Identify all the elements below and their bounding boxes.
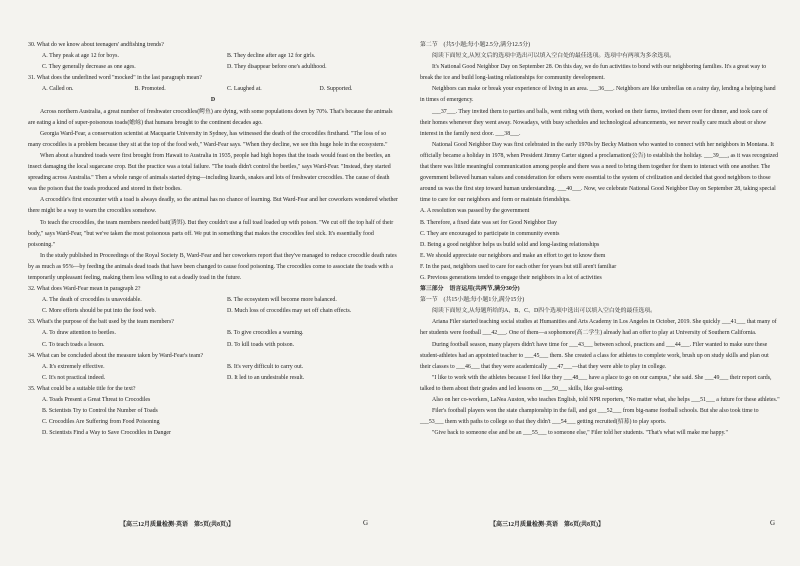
passage-paragraph: It's National Good Neighbor Day on September 28. On this day, we do fun activities to bond with our neighboring families. It's a great way to break the ice and build long-lasting relationships for community development. <box>420 64 767 82</box>
passage-paragraph: Filer's football players won the state championship in the fall, and got ___52___ from big-name football schools. But she also took time to ___53___ them with paths to college so that they didn't ___54___ getting recruited(招募) to play sports. <box>420 408 759 426</box>
question-31-options <box>28 84 398 95</box>
question-33-options <box>28 340 398 351</box>
question-34-options <box>28 373 398 384</box>
option: A. They peak at age 12 for boys. <box>42 53 119 60</box>
instruction: 阅读下面短文,从短文后的选项中选出可以填入空白处的最佳选项。选项中有两项为多余选项。 <box>432 53 675 60</box>
option: C. They are encouraged to participate in community events <box>420 230 560 237</box>
version-mark: G <box>770 519 776 527</box>
passage-paragraph: When about a hundred toads were first brought from Hawaii to Australia in 1935, people had high hopes that the toads would feast on the beetles, an insect damaging the local sugarcane crop. But the practice was a total failure. "The toads didn't control the beetles," says Ward-Fear. "Instead, they started spreading across Australia." Then a whole range of animals started dying—including lizards, snakes and lots of freshwater crocodiles. The cause of death was the poison that the toads produced and stored in their bodies. <box>28 152 391 193</box>
option: D. Scientists Find a Way to Save Crocodiles in Danger <box>42 430 171 437</box>
option: D. Supported. <box>319 86 353 93</box>
option: B. The ecosystem will become more balanced. <box>227 297 337 304</box>
passage-paragraph: "Give back to someone else and be an ___55___ to someone else," Filer told her students. "That's what will make me happy." <box>432 430 728 437</box>
option: E. We should appreciate our neighbors and make an effort to get to know them <box>420 252 606 259</box>
option: B. Scientists Try to Control the Number of Toads <box>42 408 158 415</box>
passage-paragraph: During football season, many players didn't have time for ___43___ between school, practices and ___44___. Filer wanted to make sure these student-athletes had an appointed teacher to ___45___ them. She created a class for athletes to complete work, brush up on study skills and plan out their classes to ___46___ that they were academically ___47___—that they were able to play in college. <box>420 341 769 370</box>
section-title: 第一节 (共15小题;每小题1分,满分15分) <box>420 297 525 304</box>
instruction: 阅读下面短文,从每题所给的A、B、C、D四个选项中选出可以填入空白处的最佳选项。 <box>432 308 657 315</box>
option: C. To teach toads a lesson. <box>42 341 105 348</box>
question-30: 30. What do we know about teenagers' andfishing trends? <box>28 42 164 48</box>
question-30-options <box>28 62 398 73</box>
passage-paragraph: Also on her co-workers, LaNea Auston, who teaches English, told NPR reporters, "No matter what, she helps ___51___ a future for these athletes." <box>432 397 780 403</box>
option: A. Toads Present a Great Threat to Crocodiles <box>42 397 151 403</box>
passage-paragraph: Neighbors can make or break your experience of living in an area. ___36___. Neighbors are like umbrellas on a rainy day, lending a helping hand in times of emergency. <box>420 86 776 104</box>
option: G. Previous generations tended to engage their neighbors in a lot of activities <box>420 274 602 281</box>
question-34: 34. What can be concluded about the measure taken by Ward-Fear's team? <box>28 352 204 359</box>
option: B. Promoted. <box>134 86 166 93</box>
option: D. It led to an undesirable result. <box>227 374 305 381</box>
option: B. They decline after age 12 for girls. <box>227 53 316 60</box>
passage-paragraph: Ariana Filer started teaching social studies at Humanities and Arts Academy in Los Angeles in October, 2019. She quickly ___41___ that many of her students were football ___42___. One of them—a sophomore(高二学生) already had an offer to play at University of Southern California. <box>420 319 777 337</box>
section-title: 第二节 (共5小题;每小题2.5分,满分12.5分) <box>420 42 531 48</box>
option: A. To draw attention to beetles. <box>42 330 116 337</box>
option: B. To give crocodiles a warning. <box>227 330 304 337</box>
part-heading: 第三部分 语言运用(共两节,满分30分) <box>420 286 520 293</box>
question-34-options <box>28 362 398 373</box>
option: D. Being a good neighbor helps us build solid and long-lasting relationships <box>420 241 600 248</box>
passage-paragraph: To teach the crocodiles, the team members needed bait(诱饵). But they couldn't use a full toad loaded up with poison. "We cut off the top half of their body," says Ward-Fear, "but we've taken the most poisonous parts off. We put in something that makes the crocodiles feel sick. It's essentially food poisoning." <box>28 219 394 248</box>
question-35: 35. What could be a suitable title for the text? <box>28 385 136 392</box>
option: C. More efforts should be put into the food web. <box>42 308 156 315</box>
option: D. To kill toads with poison. <box>227 341 295 348</box>
option: A. A resolution was passed by the government <box>420 208 530 215</box>
passage-paragraph: ___37___. They invited them to parties and balls, went riding with them, worked on their farms, invited them over for dinner, and took care of their homes whenever they went away. Nowadays, with busy schedules and technological advancements, we never really care much about or show interest in the family next door. ___38___. <box>420 108 768 137</box>
page-footer: 【高三12月质量检测·英语 第5页(共8页)】 <box>120 522 234 528</box>
page-footer: 【高三12月质量检测·英语 第6页(共8页)】 <box>490 522 604 528</box>
option: C. They generally decrease as one ages. <box>42 64 136 71</box>
passage-paragraph: In the study published in Proceedings of the Royal Society B, Ward-Fear and her coworkers report that they've managed to reduce crocodile death rates by as much as 95%—by feeding the animals dead toads that have been changed to cause food poisoning. The crocodiles come to associate the toads with a temporarily unpleasant feeling, making them less willing to eat a deadly toad in the future. <box>28 252 397 281</box>
page-5 <box>28 40 398 439</box>
passage-paragraph: "I like to work with the athletes because I feel like they ___48___ have a place to go on our campus," she said. She ___49___ their report cards, talked to them about their grades and led lessons on ___50___ skills, like goal-setting. <box>420 374 772 392</box>
option: F. In the past, neighbors used to care for each other for years but still aren't familiar <box>420 263 617 270</box>
question-33: 33. What's the purpose of the bait used by the team members? <box>28 319 174 326</box>
passage-paragraph: Across northern Australia, a great number of freshwater crocodiles(鳄鱼) are dying, with some populations down by 70%. That's because the animals are eating a kind of super-poisonous toads(蟾蜍) that humans brought to the continent decades ago. <box>28 108 393 126</box>
question-32-options <box>28 306 398 317</box>
option: B. Therefore, a fixed date was set for Good Neighbor Day <box>420 219 557 226</box>
option: C. Laughed at. <box>227 86 262 93</box>
passage-paragraph: Georgia Ward-Fear, a conservation scientist at Macquarie University in Sydney, has witnessed the death of the crocodiles firsthand. "The loss of so many crocodiles is a problem because they sit at the top of the food web," Ward-Fear says. "When they decline, we see this huge hole in the ecosystem." <box>28 130 388 148</box>
option: B. It's very difficult to carry out. <box>227 363 304 370</box>
option: C. It's not practical indeed. <box>42 374 106 381</box>
question-31: 31. What does the underlined word "mocked" in the last paragraph mean? <box>28 75 202 82</box>
option: D. Much loss of crocodiles may set off chain effects. <box>227 308 352 315</box>
option: A. Called on. <box>42 86 74 93</box>
passage-paragraph: A crocodile's first encounter with a toad is always deadly, so the animal has no chance of learning. But Ward-Fear and her coworkers wondered whether there might be a way to warn the crocodiles somehow. <box>28 197 398 215</box>
question-30-options <box>28 51 398 62</box>
version-mark: G <box>363 519 369 527</box>
question-32-options <box>28 295 398 306</box>
option: A. It's extremely effective. <box>42 363 105 370</box>
option: C. Crocodiles Are Suffering from Food Poisoning <box>42 419 160 426</box>
section-d-heading: D <box>210 97 216 104</box>
option: D. They disappear before one's adulthood. <box>227 64 327 71</box>
option: A. The death of crocodiles is unavoidable. <box>42 297 142 304</box>
page-6 <box>420 40 780 439</box>
question-33-options <box>28 328 398 339</box>
question-32: 32. What does Ward-Fear mean in paragraph 2? <box>28 286 141 293</box>
passage-paragraph: National Good Neighbor Day was first celebrated in the early 1970s by Becky Mattson who wanted to connect with her neighbors in Montana. It officially became a holiday in 1978, when President Jimmy Carter signed a proclamation(公告) to establish the holiday. ___39___, as it was recognized that there was little meaningful communication among people and there was a need to bring them together for them to interact with one another. The government believed human values and consideration for others were essential to the system of civilization and decided that good neighbors to those around us was the first step toward human understanding. ___40___. Now, we celebrate National Good Neighbor Day on September 28, taking special time to care for our neighbors and form or maintain friendships. <box>420 141 779 204</box>
